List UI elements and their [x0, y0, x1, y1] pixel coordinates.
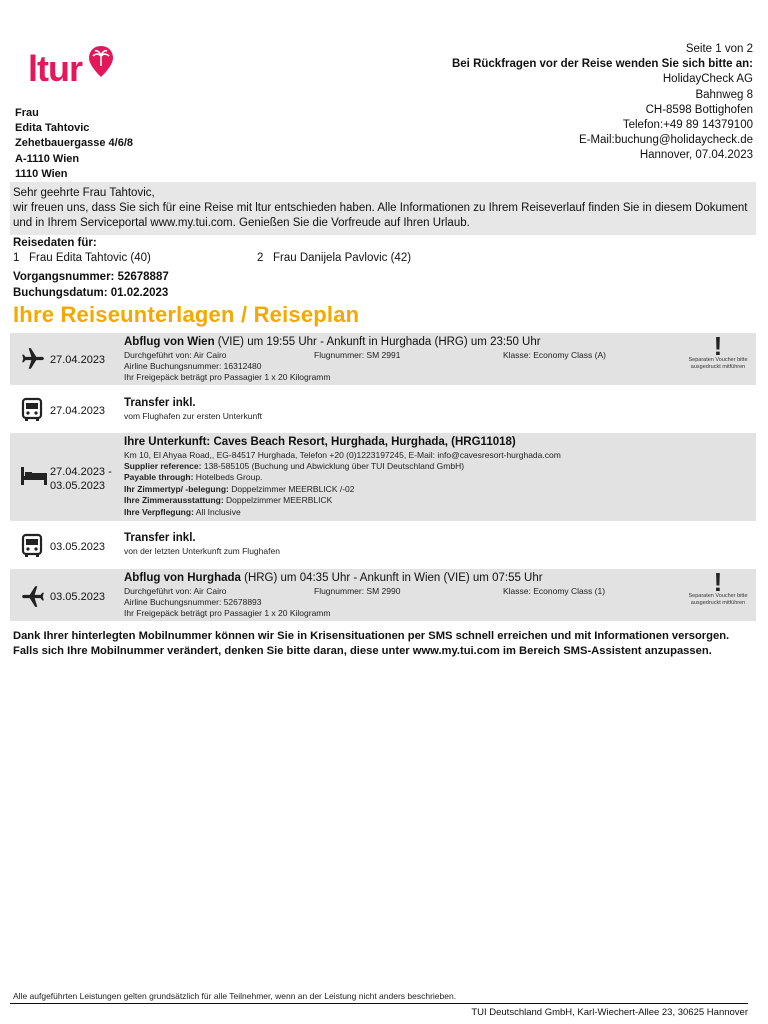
traveller-1-no: 1 [13, 252, 20, 264]
hotel-equipment-value: Doppelzimmer MEERBLICK [223, 495, 333, 505]
flight-return-airline-ref: Airline Buchungsnummer: 52678893 [124, 597, 262, 607]
exclamation-icon: ! [713, 331, 723, 361]
flight-return-operated: Durchgeführt von: Air Cairo [124, 586, 227, 596]
recipient-street: Zehetbauergasse 4/6/8 [15, 137, 134, 150]
transfer-outbound-date: 27.04.2023 [50, 405, 106, 417]
traveller-2-name: Frau Danijela Pavlovic (42) [273, 252, 412, 264]
flight-return-row [10, 569, 756, 621]
hotel-payable-label: Payable through: [124, 472, 194, 482]
traveller-2-no: 2 [257, 252, 264, 264]
hotel-supplier-value: 138-585105 (Buchung und Abwicklung über TUI Deutschland GmbH) [201, 461, 465, 471]
flight-outbound-class: Klasse: Economy Class (A) [503, 350, 606, 360]
airplane-icon [20, 346, 46, 372]
voucher-text: Separaten Voucher bitte ausgedruckt mitführen [688, 593, 748, 606]
hotel-board-label: Ihre Verpflegung: [124, 507, 194, 517]
footer-address: TUI Deutschland GmbH, Karl-Wiechert-Allee 23, 30625 Hannover [471, 1007, 748, 1018]
flight-return-title-bold: Abflug von Hurghada [124, 572, 241, 584]
flight-outbound-row [10, 333, 756, 385]
hotel-date-range [50, 465, 112, 493]
flight-return-date: 03.05.2023 [50, 591, 106, 603]
booking-meta [13, 270, 169, 301]
sender-phone: Telefon:+49 89 14379100 [622, 119, 753, 132]
hotel-supplier-label: Supplier reference: [124, 461, 202, 471]
traveller-2 [257, 251, 411, 266]
hotel-row [10, 433, 756, 521]
hotel-date-from: 27.04.2023 - [50, 466, 112, 478]
flight-outbound-date: 27.04.2023 [50, 354, 106, 366]
palm-tree-icon [88, 44, 114, 78]
sender-company: HolidayCheck AG [662, 73, 753, 86]
flight-outbound-title-bold: Abflug von Wien [124, 336, 215, 348]
airplane-icon [20, 583, 46, 609]
hotel-room-label: Ihr Zimmertyp/ -belegung: [124, 484, 229, 494]
transfer-outbound-row [10, 389, 756, 431]
hotel-payable-value: Hotelbeds Group. [193, 472, 263, 482]
recipient-address [15, 106, 133, 182]
hotel-payable [124, 472, 262, 484]
footer-divider [10, 1003, 748, 1004]
transfer-return-date: 03.05.2023 [50, 541, 106, 553]
hotel-address: Km 10, El Ahyaa Road,, EG-84517 Hurghada, Telefon +20 (0)1223197245, E-Mail: info@cavesresort-hurghada.com [124, 450, 561, 460]
recipient-salutation: Frau [15, 107, 39, 119]
place-date: Hannover, 07.04.2023 [639, 149, 753, 162]
flight-return-number: Flugnummer: SM 2990 [314, 586, 401, 596]
sender-block [452, 42, 753, 164]
exclamation-icon: ! [713, 567, 723, 597]
hotel-supplier [124, 461, 464, 473]
logo-text: ltur [28, 48, 82, 89]
voucher-text: Separaten Voucher bitte ausgedruckt mitführen [688, 357, 748, 370]
transfer-return-row [10, 525, 756, 567]
footnote: Alle aufgeführten Leistungen gelten grundsätzlich für alle Teilnehmer, wenn an der Leistung nicht anders beschrieben. [13, 991, 457, 1001]
voucher-notice [688, 567, 748, 607]
buchungsdatum: Buchungsdatum: 01.02.2023 [13, 286, 169, 299]
transfer-outbound-title: Transfer inkl. [124, 397, 196, 409]
hotel-equipment-label: Ihre Zimmerausstattung: [124, 495, 224, 505]
hotel-date-to: 03.05.2023 [50, 480, 106, 492]
traveller-1-name: Frau Edita Tahtovic (40) [29, 252, 151, 264]
recipient-district: 1110 Wien [15, 167, 68, 180]
sender-street: Bahnweg 8 [695, 88, 753, 101]
bus-icon [20, 397, 44, 423]
flight-outbound-operated: Durchgeführt von: Air Cairo [124, 350, 227, 360]
hotel-room [124, 484, 355, 496]
recipient-zip-city: A-1110 Wien [15, 152, 80, 165]
flight-outbound-title-rest: (VIE) um 19:55 Uhr - Ankunft in Hurghada (HRG) um 23:50 Uhr [214, 336, 541, 348]
bed-icon [20, 465, 48, 487]
flight-return-title [124, 572, 543, 584]
recipient-name: Edita Tahtovic [15, 122, 90, 135]
transfer-outbound-sub: vom Flughafen zur ersten Unterkunft [124, 411, 262, 421]
greeting: Sehr geehrte Frau Tahtovic, [13, 187, 155, 199]
transfer-return-title: Transfer inkl. [124, 532, 196, 544]
traveller-section [13, 236, 411, 266]
flight-return-class: Klasse: Economy Class (1) [503, 586, 606, 596]
flight-return-baggage: Ihr Freigepäck beträgt pro Passagier 1 x 20 Kilogramm [124, 608, 331, 618]
sender-city: CH-8598 Bottighofen [645, 103, 753, 116]
flight-outbound-title [124, 336, 541, 348]
hotel-equipment [124, 495, 332, 507]
flight-outbound-number: Flugnummer: SM 2991 [314, 350, 401, 360]
hotel-room-value: Doppelzimmer MEERBLICK /-02 [228, 484, 355, 494]
hotel-board [124, 507, 241, 519]
sms-note: Dank Ihrer hinterlegten Mobilnummer können wir Sie in Krisensituationen per SMS schnell erreichen und mit Informationen versorgen. Falls sich Ihre Mobilnummer verändert, denken Sie bitte daran, diese unter www.my.tui.com im Bereich SMS-Assistent anzupassen. [13, 630, 730, 657]
hotel-title: Ihre Unterkunft: Caves Beach Resort, Hurghada, Hurghada, (HRG11018) [124, 436, 516, 448]
page-title: Ihre Reiseunterlagen / Reiseplan [13, 302, 360, 327]
contact-line: Bei Rückfragen vor der Reise wenden Sie sich bitte an: [451, 58, 753, 71]
intro-box [10, 182, 756, 235]
voucher-notice [688, 331, 748, 371]
bus-icon [20, 533, 44, 559]
traveller-1 [13, 251, 257, 266]
sender-email: E-Mail:buchung@holidaycheck.de [578, 134, 753, 147]
flight-outbound-airline-ref: Airline Buchungsnummer: 16312480 [124, 361, 262, 371]
page-number: Seite 1 von 2 [685, 43, 753, 55]
hotel-board-value: All Inclusive [193, 507, 241, 517]
flight-return-title-rest: (HRG) um 04:35 Uhr - Ankunft in Wien (VIE) um 07:55 Uhr [240, 572, 543, 584]
ltur-logo [28, 48, 82, 90]
vorgangsnummer: Vorgangsnummer: 52678887 [13, 271, 169, 283]
intro-text: wir freuen uns, dass Sie sich für eine Reise mit ltur entschieden haben. Alle Informationen zu Ihrem Reiseverlauf finden Sie in diesem Dokument und in Ihrem Serviceportal www.my.tui.com. Genießen Sie die Vorfreude auf Ihren Urlaub. [13, 202, 748, 229]
flight-outbound-baggage: Ihr Freigepäck beträgt pro Passagier 1 x 20 Kilogramm [124, 372, 331, 382]
traveller-label: Reisedaten für: [13, 237, 97, 249]
transfer-return-sub: von der letzten Unterkunft zum Flughafen [124, 546, 280, 556]
